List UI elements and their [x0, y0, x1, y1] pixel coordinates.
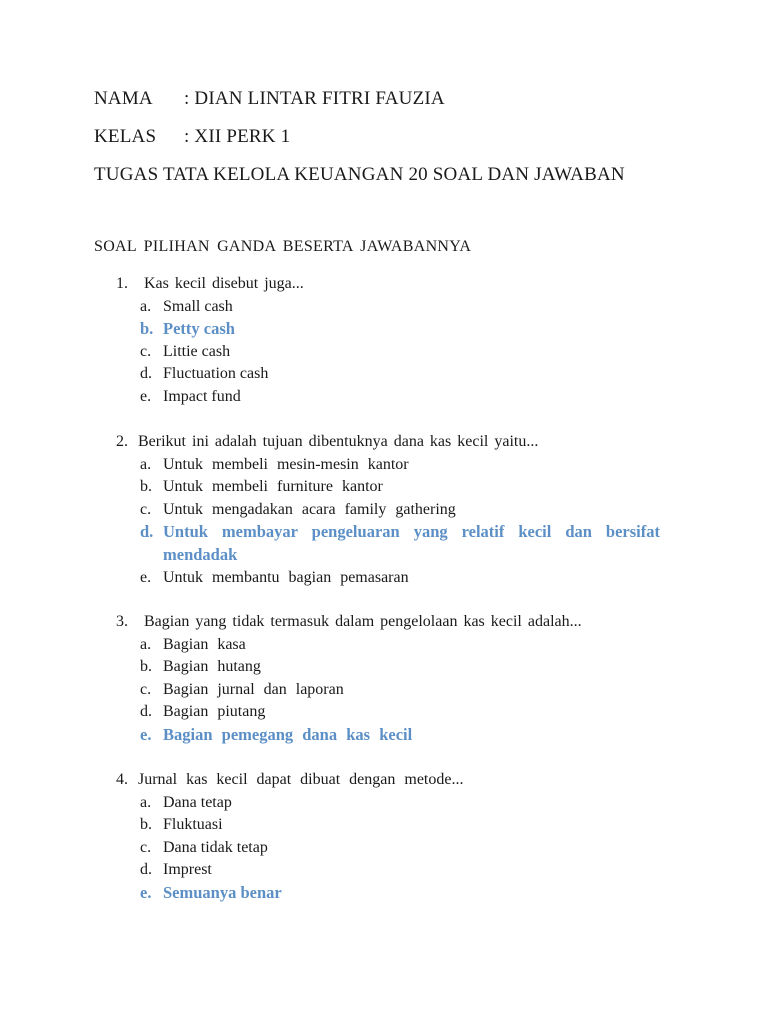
option-c: c. Dana tidak tetap	[140, 838, 268, 856]
question-text: Kas kecil disebut juga...	[144, 275, 304, 292]
question-number: 3.	[116, 613, 128, 630]
option-a: a. Untuk membeli mesin-mesin kantor	[140, 455, 409, 473]
option-b-answer: b. Petty cash	[140, 319, 235, 339]
class-line	[94, 126, 290, 148]
question-number: 4.	[116, 771, 128, 788]
option-e: e. Impact fund	[140, 387, 241, 405]
option-b: b. Fluktuasi	[140, 816, 223, 834]
option-d: d. Imprest	[140, 861, 212, 879]
assignment-title: TUGAS TATA KELOLA KEUANGAN 20 SOAL DAN JAWABAN	[94, 164, 625, 185]
question-text: Bagian yang tidak termasuk dalam pengelolaan kas kecil adalah...	[144, 613, 582, 630]
option-c: c. Littie cash	[140, 342, 231, 360]
class-label: KELAS	[94, 126, 157, 147]
question-number: 1.	[116, 275, 128, 292]
question-stem	[116, 431, 676, 454]
question-4	[116, 769, 676, 905]
option-a: a. Small cash	[140, 297, 233, 315]
option-d-answer: d. Untuk membayar pengeluaran yang relatif kecil dan bersifat mendadak	[140, 522, 660, 564]
option-a: a. Bagian kasa	[140, 635, 246, 653]
name-value: : DIAN LINTAR FITRI FAUZIA	[184, 88, 445, 109]
question-text: Jurnal kas kecil dapat dibuat dengan metode...	[138, 771, 464, 788]
option-c: c. Bagian jurnal dan laporan	[140, 680, 344, 698]
option-b: b. Untuk membeli furniture kantor	[140, 478, 383, 496]
question-text: Berikut ini adalah tujuan dibentuknya dana kas kecil yaitu...	[138, 433, 539, 450]
option-e-answer: e. Semuanya benar	[140, 882, 282, 902]
question-2	[116, 431, 676, 589]
question-1	[116, 273, 676, 409]
question-stem	[116, 611, 676, 634]
name-label: NAMA	[94, 88, 153, 109]
question-3	[116, 611, 676, 747]
option-b: b. Bagian hutang	[140, 658, 261, 676]
question-stem	[116, 769, 676, 792]
option-a: a. Dana tetap	[140, 793, 232, 811]
question-number: 2.	[116, 433, 128, 450]
option-d: d. Fluctuation cash	[140, 365, 269, 383]
section-title: SOAL PILIHAN GANDA BESERTA JAWABANNYA	[94, 238, 472, 255]
name-line	[94, 88, 445, 110]
option-e-answer: e. Bagian pemegang dana kas kecil	[140, 724, 413, 744]
option-e: e. Untuk membantu bagian pemasaran	[140, 568, 409, 586]
option-d: d. Bagian piutang	[140, 703, 266, 721]
option-c: c. Untuk mengadakan acara family gathering	[140, 500, 456, 518]
question-stem	[116, 273, 676, 296]
class-value: : XII PERK 1	[184, 126, 291, 147]
